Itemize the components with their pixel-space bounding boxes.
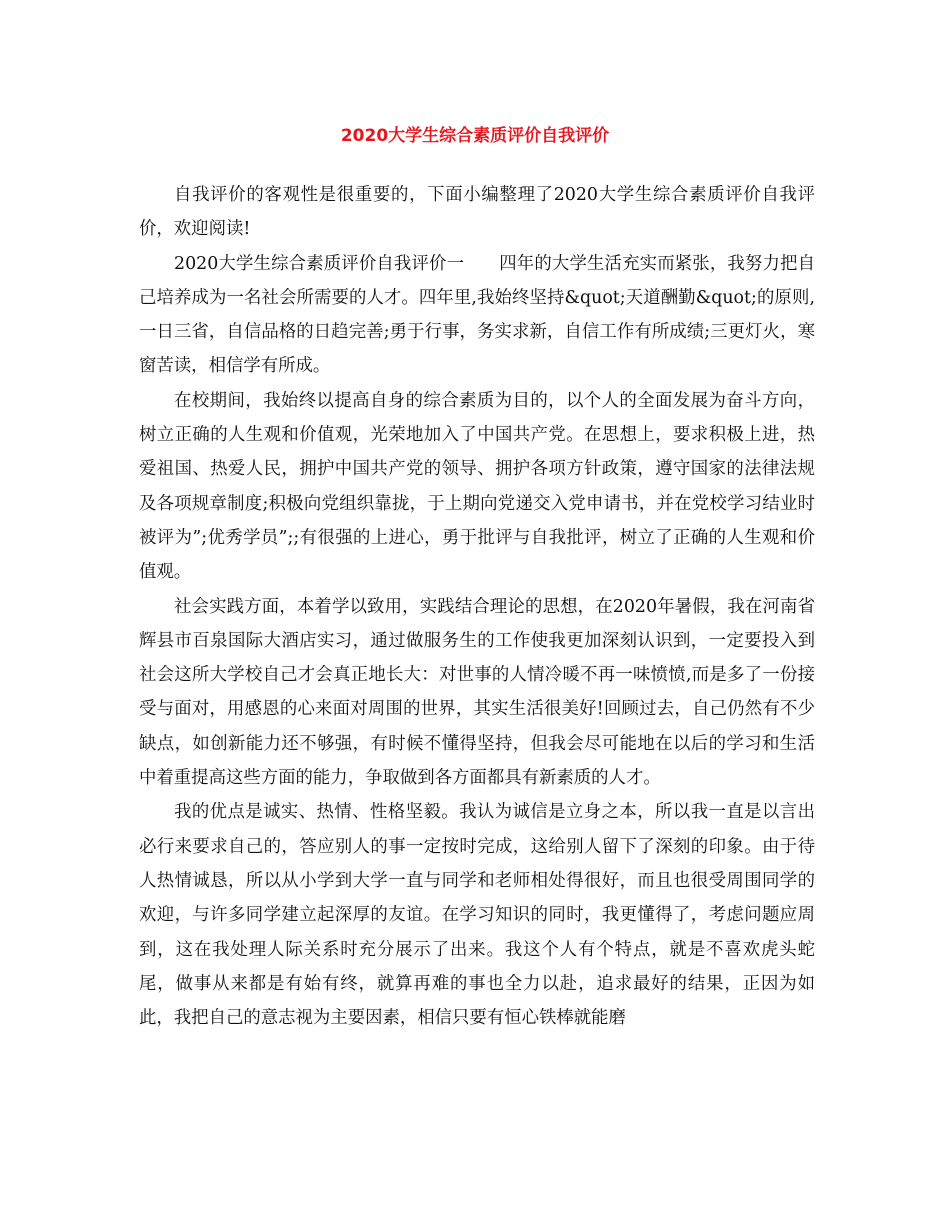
paragraph-strengths: 我的优点是诚实、热情、性格坚毅。我认为诚信是立身之本，所以我一直是以言出必行来要求自己的，答应别人的事一定按时完成，这给别人留下了深刻的印象。由于待人热情诚恳，所以从小学到大学一直与同学和老师相处得很好，而且也很受周围同学的欢迎，与许多同学建立起深厚的友谊。在学习知识的同时，我更懂得了，考虑问题应周到，这在我处理人际关系时充分展示了出来。我这个人有个特点，就是不喜欢虎头蛇尾，做事从来都是有始有终，就算再难的事也全力以赴，追求最好的结果，正因为如此，我把自己的意志视为主要因素，相信只要有恒心铁棒就能磨: [139, 802, 815, 1029]
document-title: 2020大学生综合素质评价自我评价: [340, 126, 610, 146]
paragraph-campus: 在校期间，我始终以提高自身的综合素质为目的，以个人的全面发展为奋斗方向，树立正确的人生观和价值观，光荣地加入了中国共产党。在思想上，要求积极上进，热爱祖国、热爱人民，拥护中国共产党的领导、拥护各项方针政策，遵守国家的法律法规及各项规章制度;积极向党组织靠拢，于上期向党递交入党申请书，并在党校学习结业时被评为”;优秀学员”;;有很强的上进心，勇于批评与自我批评，树立了正确的人生观和价值观。: [139, 390, 815, 583]
document-body: [139, 178, 815, 1035]
paragraph-section-one: 2020大学生综合素质评价自我评价一 四年的大学生活充实而紧张，我努力把自己培养成为一名社会所需要的人才。四年里,我始终坚持&quot;天道酬勤&quot;的原则,一日三省，自信品格的日趋完善;勇于行事，务实求新，自信工作有所成绩;三更灯火，寒窗苦读，相信学有所成。: [139, 253, 815, 377]
paragraph-intro: 自我评价的客观性是很重要的，下面小编整理了2020大学生综合素质评价自我评价，欢迎阅读!: [139, 185, 815, 240]
paragraph-social-practice: 社会实践方面，本着学以致用，实践结合理论的思想，在2020年暑假，我在河南省辉县市百泉国际大酒店实习，通过做服务生的工作使我更加深刻认识到，一定要投入到社会这所大学校自己才会真正地长大：对世事的人情冷暖不再一味愤愤,而是多了一份接受与面对，用感恩的心来面对周围的世界，其实生活很美好!回顾过去，自己仍然有不少缺点，如创新能力还不够强，有时候不懂得坚持，但我会尽可能地在以后的学习和生活中着重提高这些方面的能力，争取做到各方面都具有新素质的人才。: [139, 596, 815, 789]
